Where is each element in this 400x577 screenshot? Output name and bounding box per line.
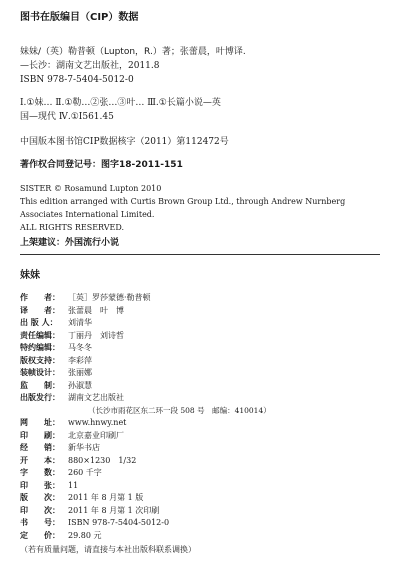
rights-line: This edition arranged with Curtis Brown Group Ltd., through Andrew Nurnberg bbox=[20, 197, 346, 206]
colophon-label: 出版发行： bbox=[20, 393, 60, 402]
cip-line: —长沙：湖南文艺出版社，2011.8 bbox=[20, 61, 160, 71]
colophon-label: 装帧设计： bbox=[20, 368, 60, 377]
colophon-label: 译 者： bbox=[20, 305, 60, 315]
colophon-label: 定 价： bbox=[20, 530, 60, 540]
colophon-label: 开 本： bbox=[20, 455, 60, 465]
cip-header: 图书在版编目（CIP）数据 bbox=[20, 12, 139, 23]
rights-reserved: ALL RIGHTS RESERVED. bbox=[20, 223, 125, 232]
divider bbox=[20, 254, 380, 255]
colophon-row bbox=[20, 330, 380, 343]
colophon-value: 新华书店 bbox=[68, 443, 100, 452]
copyright-registration: 著作权合同登记号：图字18-2011-151 bbox=[20, 160, 183, 170]
quality-note: （若有质量问题，请直接与本社出版科联系调换） bbox=[20, 545, 196, 554]
colophon-row bbox=[20, 430, 380, 443]
colophon-value: 张丽娜 bbox=[68, 368, 92, 377]
colophon-value: 马冬冬 bbox=[68, 343, 92, 352]
colophon-label: 印 张： bbox=[20, 480, 60, 490]
colophon-value: 260 千字 bbox=[68, 468, 102, 477]
price: 29.80 元 bbox=[68, 530, 102, 540]
colophon-row bbox=[20, 342, 380, 355]
colophon-label: 网 址： bbox=[20, 418, 60, 427]
colophon-label: 作 者： bbox=[20, 293, 60, 302]
colophon-label: 监 制： bbox=[20, 380, 60, 390]
colophon-label: 印 次： bbox=[20, 505, 60, 515]
colophon-value: 孙淑慧 bbox=[68, 380, 92, 390]
colophon-value: 张蕾晨 叶 博 bbox=[68, 305, 124, 315]
cip-classification: Ⅰ.①妹… Ⅱ.①勒…②张…③叶… Ⅲ.①长篇小说—英 bbox=[20, 98, 221, 108]
cip-line: 妹妹/（英）勒普顿（Lupton，R.）著；张蕾晨，叶博译. bbox=[20, 47, 246, 57]
colophon-isbn: ISBN 978-7-5404-5012-0 bbox=[68, 518, 170, 527]
colophon-row bbox=[20, 392, 380, 405]
colophon-row bbox=[20, 505, 380, 518]
colophon-value: 李彩萍 bbox=[68, 355, 92, 365]
colophon-row bbox=[20, 480, 380, 493]
colophon-label: 版 次： bbox=[20, 493, 60, 502]
colophon-value: 880×1230 1/32 bbox=[68, 455, 137, 465]
colophon-label: 版权支持： bbox=[20, 355, 60, 365]
book-title: 妹妹 bbox=[20, 270, 40, 281]
colophon-row bbox=[20, 292, 380, 305]
colophon-row bbox=[20, 467, 380, 480]
colophon-row bbox=[20, 405, 380, 418]
colophon-value: 2011 年 8 月第 1 版 bbox=[68, 493, 144, 502]
colophon-value: 北京嘉业印刷厂 bbox=[68, 430, 124, 440]
rights-line: Associates International Limited. bbox=[20, 210, 155, 219]
colophon-value: 11 bbox=[68, 480, 79, 490]
cip-catalog-number: 中国版本图书馆CIP数据核字（2011）第112472号 bbox=[20, 137, 229, 147]
colophon-row bbox=[20, 442, 380, 455]
publisher-address: （长沙市雨花区东二环一段 508 号 邮编：410014） bbox=[88, 405, 271, 415]
shelf-suggestion: 上架建议：外国流行小说 bbox=[20, 238, 120, 248]
colophon-label: 经 销： bbox=[20, 443, 60, 452]
colophon-label: 特约编辑： bbox=[20, 343, 60, 352]
colophon-value: 丁丽丹 刘诗哲 bbox=[68, 330, 124, 340]
colophon-label: 出 版 人： bbox=[20, 318, 58, 327]
colophon-row bbox=[20, 455, 380, 468]
website-url: www.hnwy.net bbox=[68, 418, 127, 427]
rights-line: SISTER © Rosamund Lupton 2010 bbox=[20, 184, 162, 193]
colophon-row bbox=[20, 317, 380, 330]
colophon-row bbox=[20, 417, 380, 430]
colophon-row bbox=[20, 380, 380, 393]
cip-classification: 国—现代 Ⅳ.①I561.45 bbox=[20, 112, 114, 122]
colophon-row bbox=[20, 530, 380, 543]
colophon-label: 字 数： bbox=[20, 468, 60, 477]
colophon-label: 责任编辑： bbox=[20, 330, 60, 340]
colophon-row bbox=[20, 367, 380, 380]
cip-isbn: ISBN 978-7-5404-5012-0 bbox=[20, 75, 134, 85]
colophon-label: 印 刷： bbox=[20, 430, 60, 440]
colophon-row bbox=[20, 492, 380, 505]
colophon-label: 书 号： bbox=[20, 518, 60, 527]
colophon-row bbox=[20, 517, 380, 530]
colophon-value: 湖南文艺出版社 bbox=[68, 393, 124, 402]
colophon-value: 2011 年 8 月第 1 次印刷 bbox=[68, 505, 160, 515]
colophon-value: 刘清华 bbox=[68, 318, 92, 327]
colophon-label bbox=[20, 405, 68, 418]
colophon-row bbox=[20, 305, 380, 318]
colophon-value: ［英］罗莎蒙德·勒普顿 bbox=[68, 293, 151, 302]
colophon bbox=[20, 292, 380, 542]
colophon-row bbox=[20, 355, 380, 368]
